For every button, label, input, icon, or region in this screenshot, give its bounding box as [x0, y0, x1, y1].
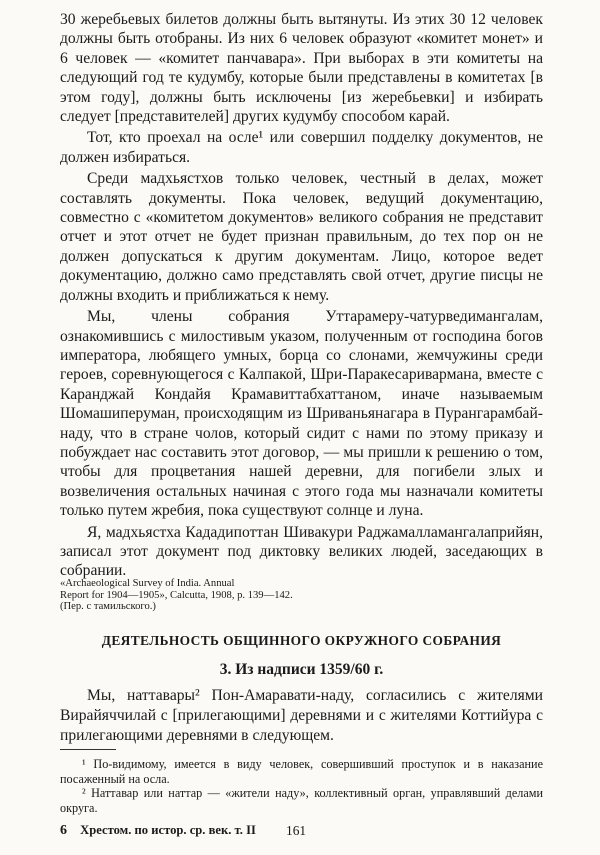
- book-title: Хрестом. по истор. ср. век. т. II: [80, 823, 256, 837]
- paragraph-documents: Среди мадхьястхов только человек, честный в делах, может составлять документы. Пока человек, ведущий документацию, совместно с «комитетом документов» великого собрания не представит отчет и этот отчет не будет признан правильным, до тех пор он не должен допускаться к другим документам. Лицо, которое ведет документацию, должно само представлять свой отчет, другие писцы не должны входить и приближаться к нему.: [60, 170, 543, 304]
- section-heading: ДЕЯТЕЛЬНОСТЬ ОБЩИННОГО ОКРУЖНОГО СОБРАНИЯ: [101, 633, 502, 648]
- page-number: 161: [286, 823, 307, 838]
- paragraph-assembly-members: Мы, члены собрания Уттарамеру-чатурведимангалам, ознакомившись с милостивым указом, полученным от господина богов императора, любящего умных, борца со слонами, жемчужины среди героев, соревнующегося с Калпакой, Шри-Паракесаривармана, вместе с Каранджай Кондайя Крамавиттабхаттаном, иначе называемым Шомашиперуман, происходящим из Шриваньянагара в Пурангарамбай-наду, что в стране чолов, который сидит с нами по этому приказу и побуждает нас составить этот договор, — мы пришли к решению о том, чтобы для процветания нашей деревни, для погибели злых и возвеличения остальных начиная с этого года мы назначали комитеты только путем жребия, пока существуют солнце и луна.: [60, 308, 543, 520]
- footnotes: [60, 757, 543, 815]
- section-lead-text: [60, 686, 543, 746]
- section-subheading: 3. Из надписи 1359/60 г.: [219, 661, 384, 678]
- source-citation: [60, 578, 380, 613]
- paragraph-donkey-rule: Тот, кто проехал на осле¹ или совершил подделку документов, не должен избираться.: [60, 129, 543, 166]
- footnote-divider: [60, 749, 116, 750]
- main-text: [60, 10, 543, 581]
- signature-mark: 6: [60, 823, 67, 838]
- source-line: (Пер. с тамильского.): [60, 601, 156, 613]
- page-footer: [60, 823, 543, 839]
- lead-paragraph: Мы, наттавары² Пон-Амаравати-наду, согласились с жителями Вирайяччилай с [прилегающими] деревнями и с жителями Коттийура с прилегающими деревнями в следующем.: [60, 687, 543, 744]
- source-line: «Archaeological Survey of India. Annual: [60, 578, 235, 589]
- footnote-2: ² Наттавар или наттар — «жители наду», коллективный орган, управлявший делами округа.: [60, 786, 543, 815]
- paragraph-continuation: 30 жеребьевых билетов должны быть вытянуты. Из этих 30 12 человек должны быть отобраны. Из них 6 человек образуют «комитет монет» и 6 человек — «комитет панчавара». При выборах в эти комитеты на следующий год те кудумбу, которые были представлены в комитетах [в этом году], должны быть исключены [из жеребьевки] и избирать следует [представителей] других кудумбу способом карай.: [60, 11, 543, 126]
- source-line: Report for 1904—1905», Calcutta, 1908, p. 139—142.: [60, 589, 293, 601]
- paragraph-scribe: Я, мадхьястха Кададипоттан Шивакури Раджамалламангалаприйян, записал этот документ под диктовку великих людей, заседающих в собрании.: [60, 523, 543, 580]
- footnote-1: ¹ По-видимому, имеется в виду человек, совершивший проступок и в наказание посаженный на осла.: [60, 757, 543, 786]
